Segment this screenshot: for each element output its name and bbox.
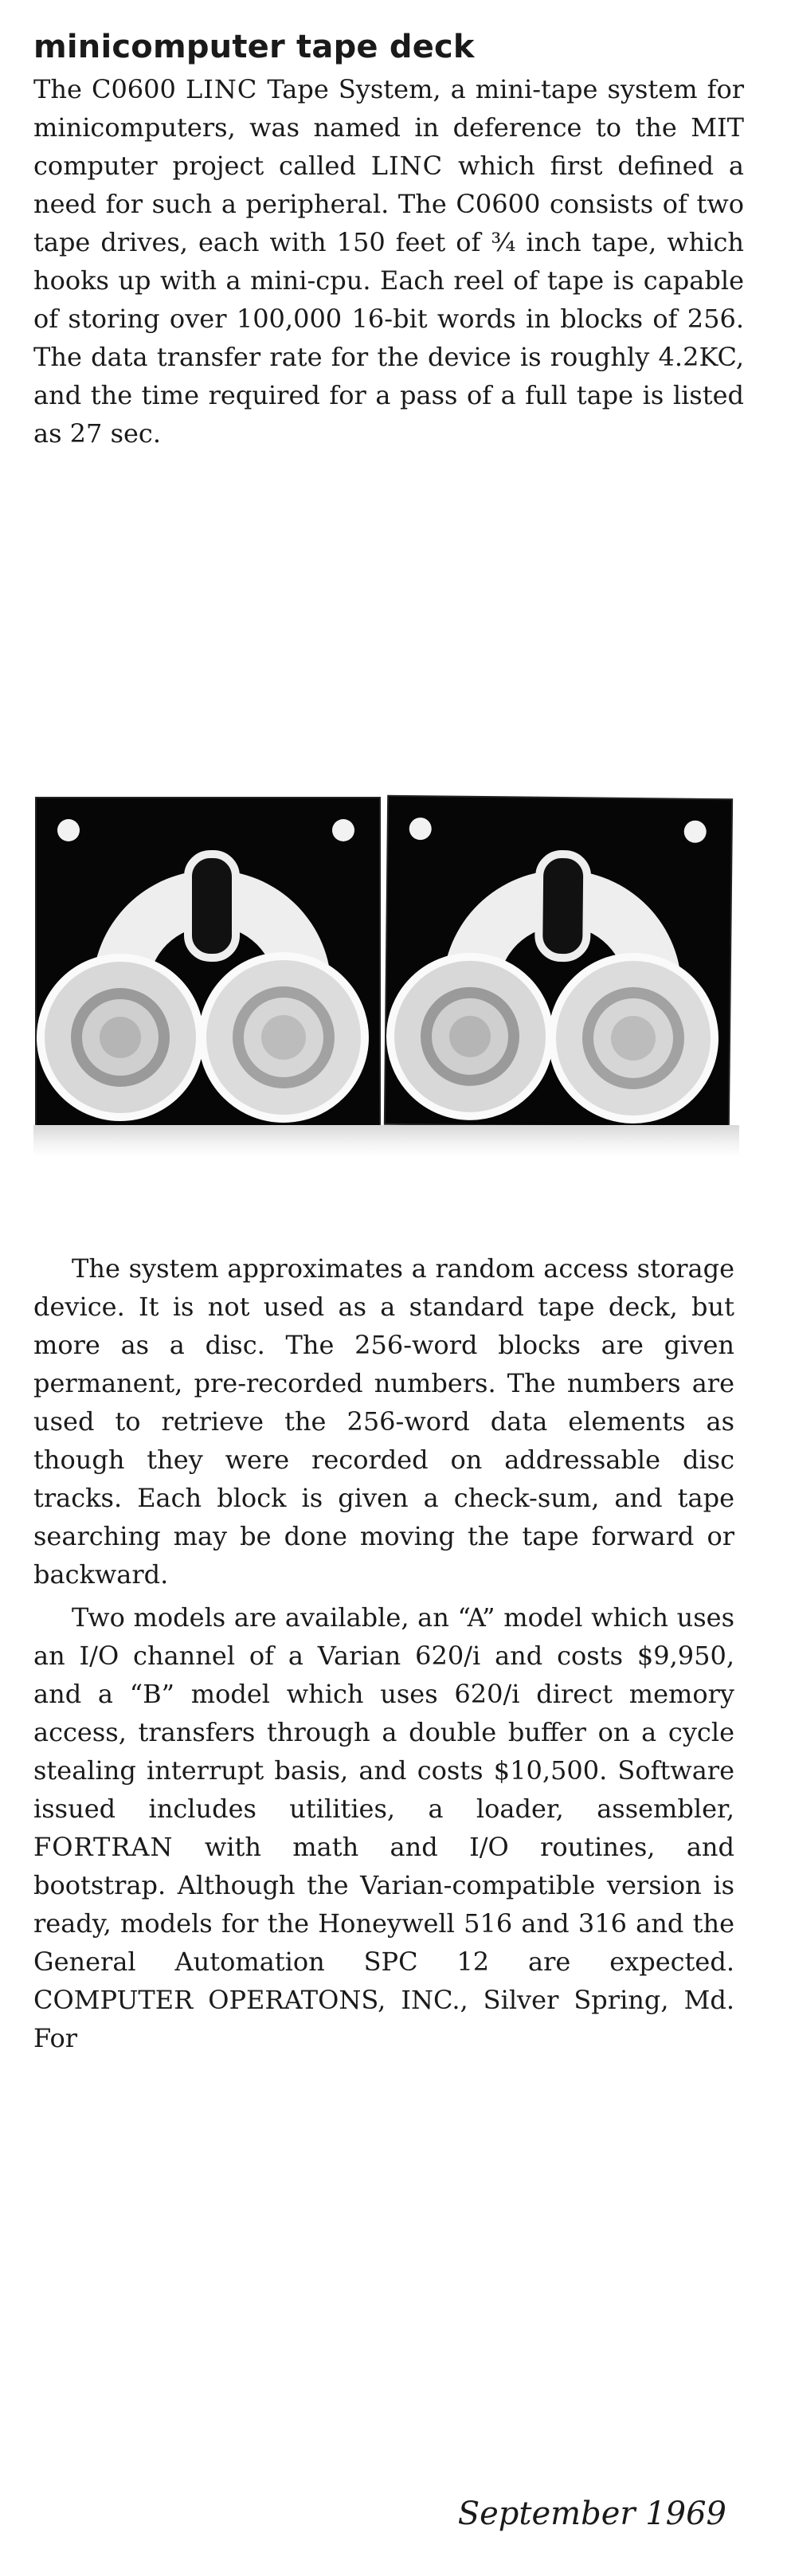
para1-linc-1: LINC [185, 74, 258, 104]
article-headline: minicomputer tape deck [33, 29, 475, 65]
para1-text-c: which first defined a need for such a peripheral. The C0600 consists of two tape drives, each with 150 feet of ¾ inch tape, which hooks up with a mini-cpu. Each reel of tape is capable of storing over 100,000 16-bit words in blocks of 256. The data transfer rate for the device is roughly 4.2KC, and the time required for a pass of a full tape is listed as 27 sec. [33, 151, 745, 449]
tape-deck-photo [33, 790, 739, 1157]
issue-date: September 1969 [457, 2496, 726, 2532]
tape-drive-right [386, 797, 731, 1127]
article-paragraph-2: The system approximates a random access storage device. It is not used as a standard tape deck, but more as a disc. The 256-word blocks are given permanent, pre-recorded numbers. The numbers are used to retrieve the 256-word data elements as though they were recorded on addressable disc tracks. Each block is given a check-sum, and tape searching may be done moving the tape forward or backward. [33, 1253, 734, 1590]
tape-drive-left-graphic [37, 798, 379, 1125]
article-bottom [33, 1249, 734, 2057]
para3-fortran: FORTRAN [33, 1832, 174, 1862]
tape-drive-right-graphic [386, 797, 731, 1127]
para1-text-b: Tape System, a mini-tape system for minicomputers, was named in deference to the MIT computer project called [33, 74, 745, 181]
para3-text-b: with math and I/O routines, and bootstrap. Although the Varian-compatible version is ready, models for the Honeywell 516 and 316 and the General Automation SPC 12 are expected. COMPUTER OPERATONS, INC., Silver Spring, Md. For [33, 1832, 734, 2053]
photo-shadow [33, 1125, 739, 1157]
para3-text-a: Two models are available, an “A” model which uses an I/O channel of a Varian 620/i and costs $9,950, and a “B” model which uses 620/i direct memory access, transfers through a double buffer on a cycle stealing interrupt basis, and costs $10,500. Software issued includes utilities, a loader, assembler, [33, 1602, 734, 1824]
article-top [33, 27, 744, 453]
tape-drive-left [37, 798, 379, 1125]
article-paragraph-3 [33, 1598, 734, 2057]
article-paragraph-1 [33, 70, 744, 453]
para1-text-a: The C0600 [33, 74, 186, 104]
para1-linc-2: LINC [370, 151, 444, 181]
